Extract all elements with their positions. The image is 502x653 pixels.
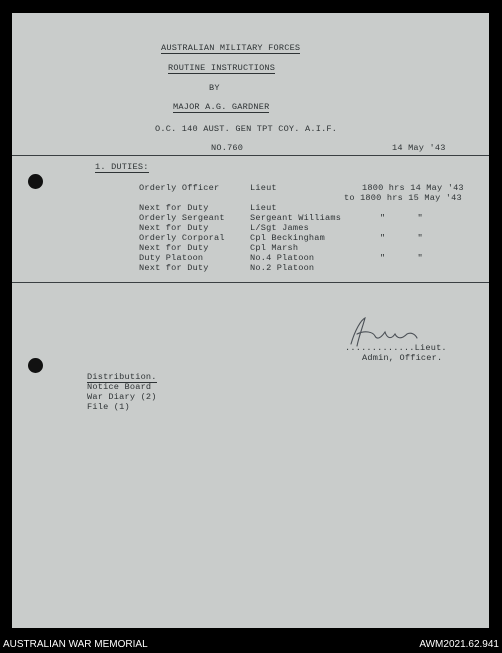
duty-name: Cpl Beckingham	[250, 233, 325, 243]
duty-time: " "	[380, 233, 423, 243]
divider-top	[12, 155, 489, 156]
divider-bottom	[12, 282, 489, 283]
header-line-4: MAJOR A.G. GARDNER	[173, 102, 270, 112]
duty-role: Next for Duty	[139, 203, 209, 213]
header-line-2: ROUTINE INSTRUCTIONS	[168, 63, 276, 73]
duty-name: Cpl Marsh	[250, 243, 299, 253]
footer-accession-number: AWM2021.62.941	[419, 639, 499, 650]
duty-time: " "	[380, 213, 423, 223]
distribution-title: Distribution.	[87, 372, 157, 382]
instruction-date: 14 May '43	[392, 143, 446, 153]
punch-hole-bottom	[28, 358, 43, 373]
duty-name: Sergeant Williams	[250, 213, 342, 223]
duty-time: 1800 hrs 14 May '43	[362, 183, 464, 193]
duty-name: No.2 Platoon	[250, 263, 315, 273]
duty-role: Next for Duty	[139, 263, 209, 273]
header-line-3: BY	[209, 83, 220, 93]
distribution-item: File (1)	[87, 402, 130, 412]
header-line-5: O.C. 140 AUST. GEN TPT COY. A.I.F.	[155, 124, 338, 134]
duty-role: Next for Duty	[139, 243, 209, 253]
signature-line: .............Lieut.	[345, 343, 447, 353]
duty-name: L/Sgt James	[250, 223, 309, 233]
distribution-item: Notice Board	[87, 382, 152, 392]
duty-role: Orderly Officer	[139, 183, 220, 193]
distribution-item: War Diary (2)	[87, 392, 157, 402]
duty-time: " "	[380, 253, 423, 263]
duty-role: Duty Platoon	[139, 253, 204, 263]
section-title: 1. DUTIES:	[95, 162, 149, 172]
duty-role: Next for Duty	[139, 223, 209, 233]
duty-role: Orderly Sergeant	[139, 213, 225, 223]
header-line-1: AUSTRALIAN MILITARY FORCES	[161, 43, 301, 53]
punch-hole-top	[28, 174, 43, 189]
duty-time: to 1800 hrs 15 May '43	[344, 193, 462, 203]
footer-source: AUSTRALIAN WAR MEMORIAL	[3, 639, 148, 650]
duty-role: Orderly Corporal	[139, 233, 225, 243]
duty-name: Lieut	[250, 203, 277, 213]
duty-name: Lieut	[250, 183, 277, 193]
duty-name: No.4 Platoon	[250, 253, 315, 263]
instruction-number: NO.760	[211, 143, 244, 153]
signature-title: Admin, Officer.	[362, 353, 443, 363]
